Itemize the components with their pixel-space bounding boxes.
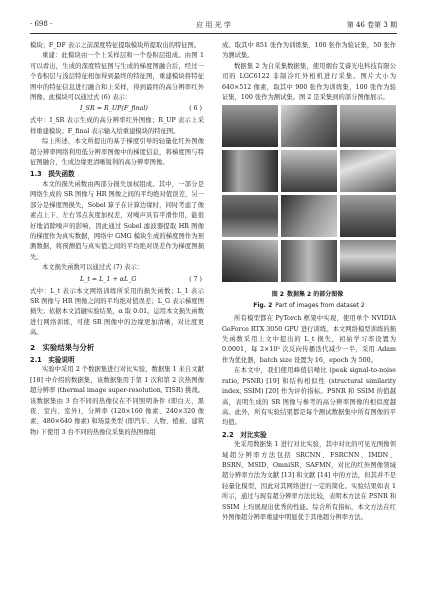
journal-name: 应 用 光 学	[196, 21, 231, 29]
thermal-image-thumbnail	[340, 150, 396, 192]
paragraph: 重建：此模块由一个上采样层和一个卷积层组成。由图 1 可以看出，生成的深度特征图与生成的梯度图融合后，经过一个卷积层与浅层特征相加得到最终的特征图，重建模块将特征图中的特征信息进行融合和上采样，得到最终的高分辨率红外图像。此模块可以通过式 (6) 表示：	[30, 52, 204, 102]
equation-6	[30, 103, 204, 116]
paragraph: 数据集 2 为自采集数据集，使用烟台艾睿光电科技有限公司的 LGC6122 非制冷红外相机进行采集。图片大小为 640×512 像素，取其中 900 张作为训练集，100 张作为验证集，100 张作为测试集。图 2 是采集到的部分图像展示。	[222, 62, 396, 102]
right-column	[222, 41, 396, 523]
thermal-image-thumbnail	[281, 240, 337, 282]
equation-number: ( 6 )	[189, 105, 202, 113]
figure-title: 数据集 2 的部分图像	[286, 291, 344, 299]
figure-label: 图 2	[271, 291, 284, 299]
subsection-heading: 2.2 对比实验	[222, 430, 267, 439]
thermal-image-thumbnail	[281, 150, 337, 192]
figure-subtitle: Part of images from dataset 2	[275, 301, 365, 309]
paragraph: 成。取其中 851 张作为训练集，100 张作为验证集，50 张作为测试集。	[222, 42, 396, 60]
paragraph: 所有模型都在 PyTorch 框架中实现，使用单个 NVIDIA GeForce RTX 3050 GPU 进行训练。本文网络模型训练的损失函数采用上文中提出的 L_t 损失，初始学习率设置为 0.0001，每 2×10⁵ 次反向传播迭代减少一半，采用 Adam 作为优化器，batch size 设置为 16，epoch 为 500。	[222, 315, 396, 364]
equation-number: ( 7 )	[189, 275, 202, 283]
left-column	[30, 41, 204, 438]
thermal-image-thumbnail	[222, 195, 278, 237]
thermal-image-thumbnail	[281, 195, 337, 237]
equation-7	[30, 274, 204, 287]
paragraph: 综上所述，本文所提出的基于梯度引导的轻量化红外图像超分辨率网络利用低分辨率图像中的梯度信息，将梯度图与特征图融合，生成边缘更清晰锐利的高分辨率图像。	[30, 138, 204, 167]
paragraph: 式中：I_SR 表示生成的高分辨率红外图像；R_UP 表示上采样重建模块；F_final 表示输入给重建模块的特征图。	[30, 117, 204, 135]
figure-caption-en	[222, 301, 396, 311]
paragraph: 式中：L_t 表示本文网络训练所采用的损失函数；L_1 表示 SR 图像与 HR 图像之间的平均绝对值误差；L_G 表示梯度图损失；依据本文消融实验结果，α 取 0.01。运用本文损失函数进行网络训练，可使 SR 图像中的边缘更加清晰，对比度更高。	[30, 287, 204, 337]
figure-dataset-samples	[222, 105, 396, 288]
running-header	[30, 20, 397, 34]
thermal-image-thumbnail	[340, 105, 396, 147]
thermal-image-thumbnail	[340, 240, 396, 282]
figure-caption	[222, 290, 396, 300]
volume-issue: 第 46 卷第 3 期	[346, 21, 397, 29]
paragraph: 在本文中，我们使用峰值信噪比 (peak signal-to-noise ratio, PSNR) [19] 和结构相似性 (structural similarity index, SSIM) [20] 作为评价指标。PSNR 和 SSIM 的值越高，表明生成的 SR 图像与参考的高分辨率图像的相似度越高。此外，所有实验结果都是每个测试数据集中所有图像的平均值。	[222, 367, 396, 427]
section-heading: 2 实验结果与分析	[30, 342, 95, 352]
paragraph: 本文的损失函数由两部分损失加权组成。其中，一部分是网络生成的 SR 图像与 HR 图像之间的平均绝对值误差，另一部分是梯度图损失，Sobel 算子在计算边缘时，同时考虑了像素点上下、左右邻点灰度加权差，对噪声具有平滑作用，能很好地消除噪声的影响，因此通过 Sobel 滤波器提取 HR 图像的梯度作为真实数据，网络中 GMG 模块生成的梯度图作为预测数据，将预测值与真实值之间的平均绝对误差作为梯度图损失。	[30, 180, 204, 261]
paragraph: 模块；F_DF 表示之前深度特征提取模块所提取出的特征图。	[30, 42, 201, 49]
equation-formula: I_SR = R_UP(F_final)	[80, 105, 148, 113]
thermal-image-thumbnail	[222, 105, 278, 147]
thermal-image-thumbnail	[222, 150, 278, 192]
paragraph: 先采用数据集 1 进行对比实验，其中对比的可见光图像领域超分辨率方法包括 SRCNN、FSRCNN、IMDN、BSRN、MSID、OmniSR、SAFMN，对比的红外图像领域超分辨率方法为文献 [13] 和文献 [14] 中的方法，但其并不是轻量化模型，因此对其网络进行一定的简化。实验结果如表 1 所示，通过与现有超分辨率方法比较，表明本方法在 PSNR 和 SSIM 上均展现出优秀的性能。综合所有指标，本文方法在红外图像超分辨率重建中明显优于其他超分辨率方法。	[222, 441, 396, 521]
header-rule	[30, 33, 397, 34]
paragraph: 实验中采用 2 个数据集进行对比实验，数据集 1 来自文献 [18] 中介绍的数据集，该数据集用于第 1 次和第 2 次热图像超分辨率 (thermal image super-resolution, TISR) 挑战。该数据集由 3 台不同的热像仪在不同照明条件 (即白天、黑夜、室内、室外)，分辨率 (120×160 像素、240×320 像素、480×640 像素) 和场景类型 (即汽车、人物、植被、建筑物) 下使用 3 台不同的热像仪采集的热图像组	[30, 366, 204, 436]
section-heading: 1.3 损失函数	[30, 170, 75, 179]
equation-formula: L_t = L_1 + αL_G	[80, 275, 137, 283]
thermal-image-thumbnail	[281, 105, 337, 147]
thermal-image-thumbnail	[222, 240, 278, 282]
paragraph: 本文损失函数可以通过式 (7) 表示：	[42, 264, 144, 272]
figure-label-en: Fig. 2	[253, 301, 273, 309]
thermal-image-thumbnail	[340, 195, 396, 237]
subsection-heading: 2.1 实验说明	[30, 355, 75, 364]
page-number: · 698 ·	[30, 20, 53, 28]
